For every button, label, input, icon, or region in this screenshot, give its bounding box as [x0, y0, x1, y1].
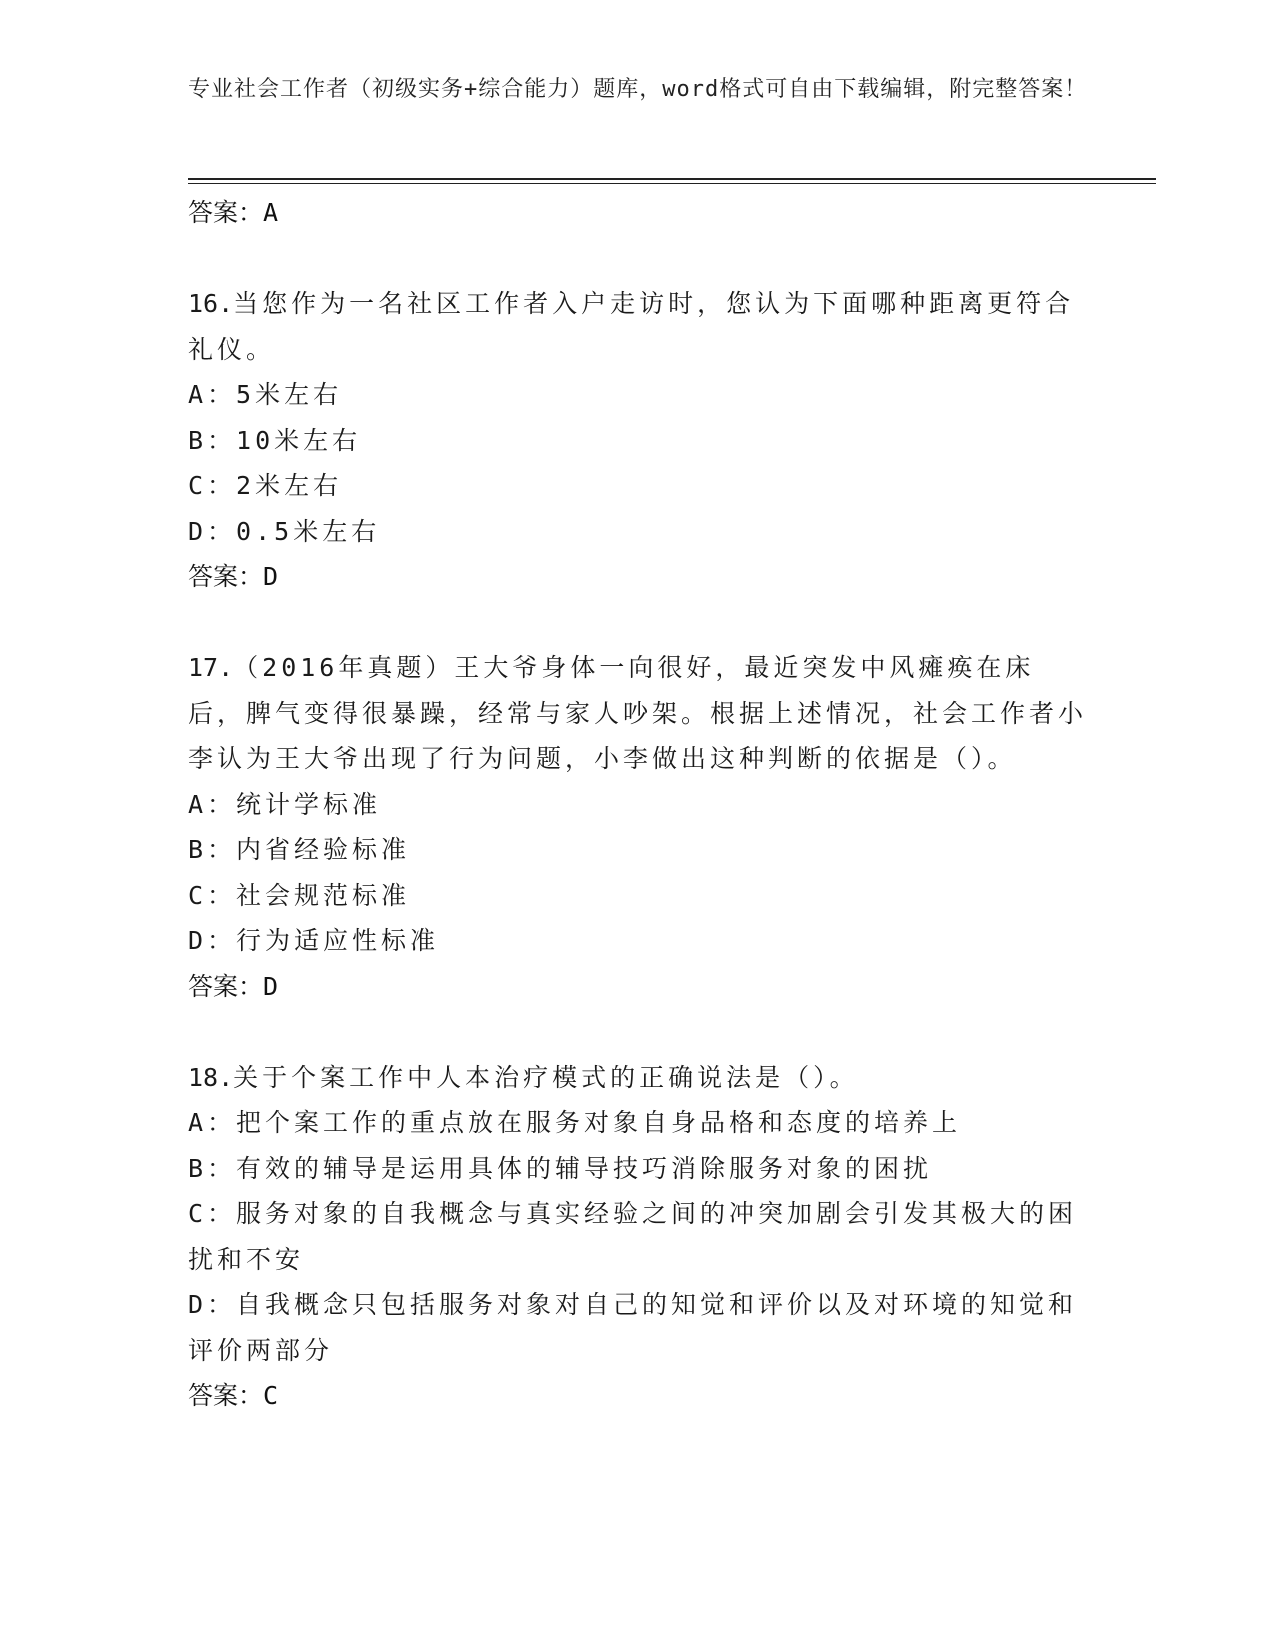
page-header: 专业社会工作者（初级实务+综合能力）题库，word格式可自由下载编辑，附完整答案！	[188, 77, 1088, 102]
answer-line	[188, 964, 1088, 1010]
question-18	[188, 1055, 1088, 1420]
question-number: 18.	[188, 1062, 234, 1092]
option-b: B：内省经验标准	[188, 835, 411, 864]
question-stem	[188, 281, 1088, 372]
answer-label: 答案：	[188, 971, 264, 1001]
option-a: A：5米左右	[188, 380, 343, 409]
question-number: 17.	[188, 653, 234, 682]
answer-label: 答案：	[188, 198, 264, 227]
question-text: 关于个案工作中人本治疗模式的正确说法是（）。	[233, 1062, 859, 1092]
answer-line	[188, 190, 1088, 236]
header-rule-thin	[188, 183, 1156, 184]
question-stem	[188, 645, 1088, 782]
option-d: D：0.5米左右	[188, 516, 381, 546]
header-rule-thick	[188, 178, 1156, 180]
answer-value: C	[263, 1381, 279, 1410]
answer-value: D	[263, 971, 279, 1001]
answer-line	[188, 1373, 1088, 1419]
option-d: D：行为适应性标准	[188, 926, 440, 955]
question-list	[188, 190, 1088, 1419]
option-c: C：社会规范标准	[188, 880, 411, 910]
answer-value: A	[263, 198, 279, 227]
answer-value: D	[263, 562, 279, 591]
answer-line	[188, 554, 1088, 600]
option-b: B：10米左右	[188, 425, 362, 455]
question-16	[188, 281, 1088, 600]
option-c: C：服务对象的自我概念与真实经验之间的冲突加剧会引发其极大的困扰和不安	[188, 1199, 1078, 1274]
option-b: B：有效的辅导是运用具体的辅导技巧消除服务对象的困扰	[188, 1153, 933, 1183]
question-number: 16.	[188, 289, 234, 318]
option-a: A：把个案工作的重点放在服务对象自身品格和态度的培养上	[188, 1108, 962, 1137]
question-text: 当您作为一名社区工作者入户走访时，您认为下面哪种距离更符合礼仪。	[188, 289, 1075, 364]
option-a: A：统计学标准	[188, 789, 382, 819]
answer-label: 答案：	[188, 562, 264, 591]
question-text: （2016年真题）王大爷身体一向很好，最近突发中风瘫痪在床后，脾气变得很暴躁，经常与家人吵架。根据上述情况，社会工作者小李认为王大爷出现了行为问题，小李做出这种判断的依据是（）。	[188, 653, 1088, 773]
option-c: C：2米左右	[188, 471, 343, 500]
option-d: D：自我概念只包括服务对象对自己的知觉和评价以及对环境的知觉和评价两部分	[188, 1290, 1078, 1365]
question-stem	[188, 1055, 1088, 1101]
answer-label: 答案：	[188, 1381, 264, 1410]
question-17	[188, 645, 1088, 1010]
